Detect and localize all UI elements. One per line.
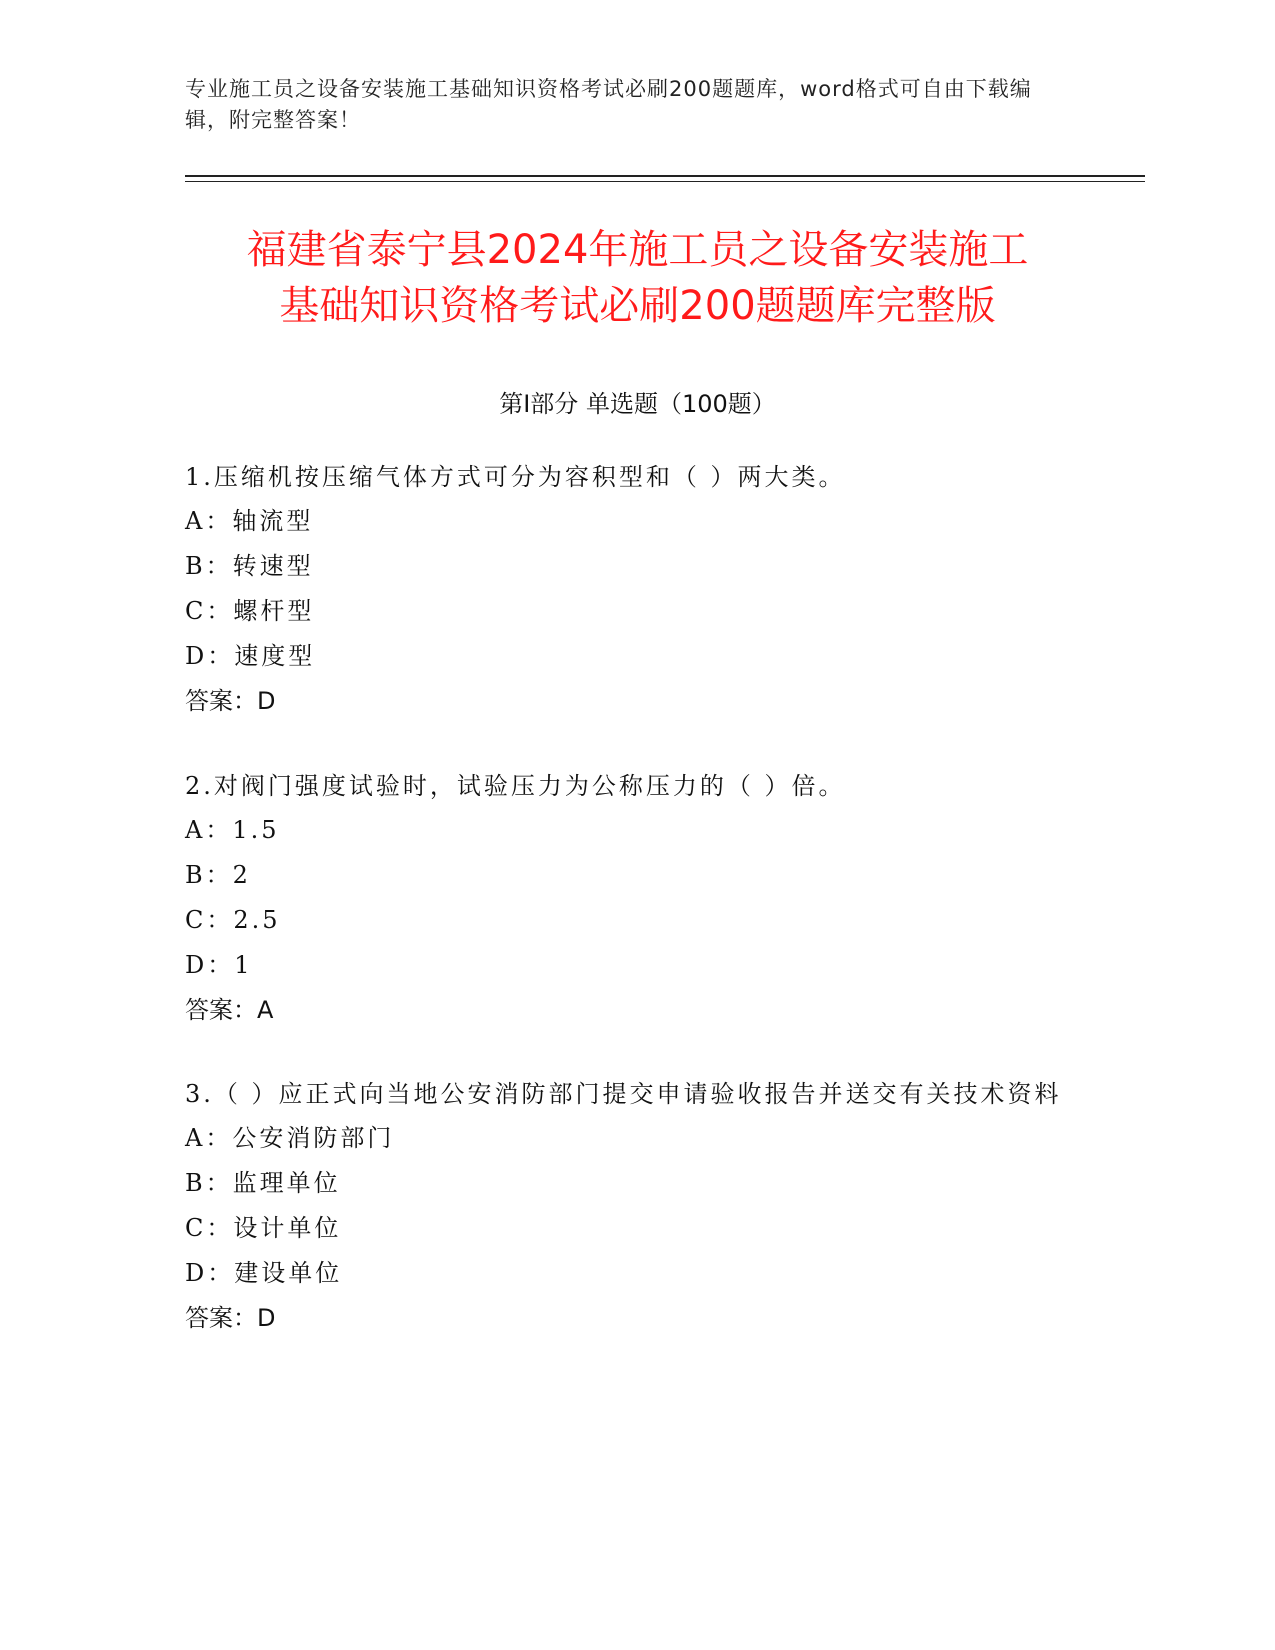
option-d: D：建设单位 xyxy=(185,1259,343,1287)
question-3 xyxy=(185,1072,1085,1340)
option-c: C：2.5 xyxy=(185,906,281,934)
document-title xyxy=(160,222,1115,334)
answer: 答案：D xyxy=(185,687,276,715)
option-b: B：转速型 xyxy=(185,552,314,580)
option-b: B：2 xyxy=(185,861,251,889)
answer: 答案：D xyxy=(185,1304,276,1332)
option-a: A：轴流型 xyxy=(185,507,314,535)
question-2 xyxy=(185,764,1085,1032)
question-1 xyxy=(185,455,1085,723)
option-a: A：公安消防部门 xyxy=(185,1124,395,1152)
document-title-line-2: 基础知识资格考试必刷200题题库完整版 xyxy=(279,283,996,329)
header-rule-thick xyxy=(185,175,1145,177)
header-note: 专业施工员之设备安装施工基础知识资格考试必刷200题题库，word格式可自由下载编辑，附完整答案！ xyxy=(185,77,1032,132)
answer: 答案：A xyxy=(185,996,274,1024)
question-stem: 2.对阀门强度试验时，试验压力为公称压力的（ ）倍。 xyxy=(185,772,846,800)
option-c: C：设计单位 xyxy=(185,1214,342,1242)
question-stem: 1.压缩机按压缩气体方式可分为容积型和（ ）两大类。 xyxy=(185,463,846,491)
option-a: A：1.5 xyxy=(185,816,280,844)
option-b: B：监理单位 xyxy=(185,1169,341,1197)
option-c: C：螺杆型 xyxy=(185,597,315,625)
option-d: D：速度型 xyxy=(185,642,316,670)
section-heading: 第Ⅰ部分 单选题（100题） xyxy=(499,390,776,418)
document-title-line-1: 福建省泰宁县2024年施工员之设备安装施工 xyxy=(246,227,1029,273)
question-stem: 3.（ ）应正式向当地公安消防部门提交申请验收报告并送交有关技术资料 xyxy=(185,1080,1062,1108)
header-rule-thin xyxy=(185,181,1145,182)
option-d: D：1 xyxy=(185,951,253,979)
